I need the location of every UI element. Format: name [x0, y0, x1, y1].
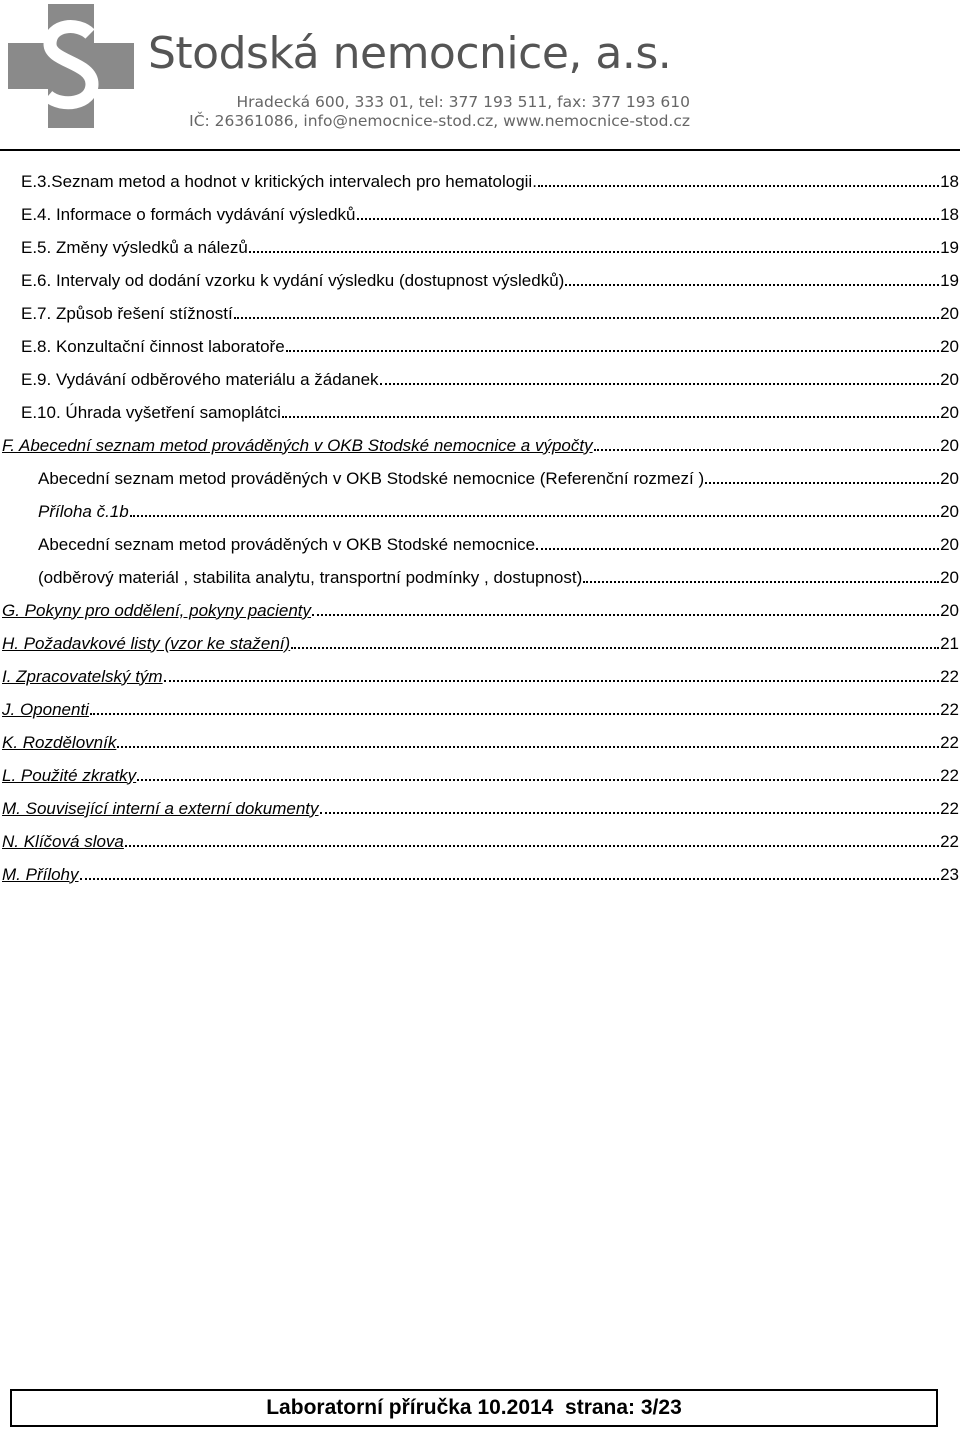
toc-entry-page: 22 [940, 831, 959, 851]
toc-entry[interactable] [2, 762, 959, 786]
toc-entry-page: 20 [940, 501, 959, 521]
toc-entry-page: 22 [940, 666, 959, 686]
toc-leader [137, 779, 939, 781]
toc-entry[interactable] [21, 333, 959, 357]
toc-leader [538, 185, 939, 187]
toc-entry-page: 19 [940, 237, 959, 257]
toc-leader [565, 284, 939, 286]
toc-entry-page: 20 [940, 402, 959, 422]
toc-leader [357, 218, 940, 220]
toc-entry-title: M. Přílohy [2, 864, 79, 884]
toc-leader [90, 713, 939, 715]
header-divider [0, 149, 960, 151]
toc-entry-title: I. Zpracovatelský tým [2, 666, 163, 686]
toc-entry[interactable] [2, 729, 959, 753]
toc-entry[interactable] [2, 828, 959, 852]
toc-entry[interactable] [38, 564, 959, 588]
toc-entry-title: Abecední seznam metod prováděných v OKB Stodské nemocnice [38, 534, 536, 554]
toc-entry[interactable] [2, 432, 959, 456]
toc-entry[interactable] [2, 696, 959, 720]
toc-entry-page: 20 [940, 435, 959, 455]
toc-entry-page: 20 [940, 468, 959, 488]
toc-entry-title: K. Rozdělovník [2, 732, 117, 752]
toc-entry-title: N. Klíčová slova [2, 831, 124, 851]
toc-entry-title: H. Požadavkové listy (vzor ke stažení) [2, 633, 291, 653]
toc-entry[interactable] [21, 267, 959, 291]
toc-leader [125, 845, 939, 847]
toc-leader [583, 581, 939, 583]
toc-entry-title: E.9. Vydávání odběrového materiálu a žádanek [21, 369, 379, 389]
toc-leader [320, 812, 940, 814]
toc-entry[interactable] [2, 861, 959, 885]
toc-entry[interactable] [2, 795, 959, 819]
toc-leader [164, 680, 939, 682]
toc-leader [80, 878, 940, 880]
toc-entry-page: 21 [940, 633, 959, 653]
toc-leader [536, 548, 939, 550]
toc-entry-page: 20 [940, 369, 959, 389]
toc-entry[interactable] [21, 399, 959, 423]
toc-entry[interactable] [21, 366, 959, 390]
toc-leader [705, 482, 939, 484]
toc-leader [117, 746, 939, 748]
toc-entry[interactable] [21, 300, 959, 324]
toc-leader [234, 317, 939, 319]
company-contact: IČ: 26361086, info@nemocnice-stod.cz, www.nemocnice-stod.cz [189, 112, 690, 130]
toc-entry[interactable] [38, 498, 959, 522]
toc-entry[interactable] [38, 531, 959, 555]
toc-entry-title: E.5. Změny výsledků a nálezů [21, 237, 248, 257]
toc-leader [380, 383, 940, 385]
toc-entry-title: M. Související interní a externí dokumenty [2, 798, 319, 818]
toc-entry-page: 22 [940, 798, 959, 818]
toc-leader [130, 515, 939, 517]
toc-entry-page: 22 [940, 699, 959, 719]
toc-entry-title: E.8. Konzultační činnost laboratoře [21, 336, 285, 356]
toc-entry-title: E.6. Intervaly od dodání vzorku k vydání výsledku (dostupnost výsledků) [21, 270, 565, 290]
toc-entry-title: L. Použité zkratky [2, 765, 137, 785]
toc-entry-title: E.10. Úhrada vyšetření samoplátci [21, 402, 281, 422]
company-name: Stodská nemocnice, a.s. [148, 28, 672, 79]
toc-entry-title: (odběrový materiál , stabilita analytu, transportní podmínky , dostupnost) [38, 567, 583, 587]
toc-entry[interactable] [2, 597, 959, 621]
toc-leader [282, 416, 939, 418]
toc-entry-page: 22 [940, 765, 959, 785]
toc-leader [249, 251, 939, 253]
toc-entry-title: Příloha č.1b [38, 501, 129, 521]
toc-entry[interactable] [2, 663, 959, 687]
toc-entry-page: 18 [940, 171, 959, 191]
toc-entry-title: F. Abecední seznam metod prováděných v OKB Stodské nemocnice a výpočty [2, 435, 593, 455]
toc-entry[interactable] [21, 234, 959, 258]
toc-entry-title: Abecední seznam metod prováděných v OKB Stodské nemocnice (Referenční rozmezí ) [38, 468, 705, 488]
hospital-logo-icon [8, 4, 134, 128]
toc-entry-page: 23 [940, 864, 959, 884]
toc-entry-page: 22 [940, 732, 959, 752]
toc-entry[interactable] [2, 630, 959, 654]
toc-entry-page: 20 [940, 534, 959, 554]
company-address: Hradecká 600, 333 01, tel: 377 193 511, fax: 377 193 610 [236, 93, 690, 111]
toc-leader [594, 449, 939, 451]
toc-entry-title: E.3.Seznam metod a hodnot v kritických intervalech pro hematologii. [21, 171, 537, 191]
toc-entry[interactable] [21, 201, 959, 225]
toc-entry[interactable] [21, 168, 959, 192]
toc-entry-page: 19 [940, 270, 959, 290]
footer-title: Laboratorní příručka 10.2014 strana: 3/23 [266, 1396, 682, 1419]
toc-entry-page: 20 [940, 567, 959, 587]
toc-leader [291, 647, 939, 649]
toc-entry-page: 18 [940, 204, 959, 224]
toc-entry-title: E.7. Způsob řešení stížností [21, 303, 233, 323]
toc-entry-title: J. Oponenti [2, 699, 89, 719]
toc-entry-title: G. Pokyny pro oddělení, pokyny pacienty [2, 600, 312, 620]
toc-entry-page: 20 [940, 600, 959, 620]
toc-entry-title: E.4. Informace o formách vydávání výsledků [21, 204, 356, 224]
toc-leader [312, 614, 939, 616]
page-header [0, 0, 960, 150]
toc-leader [286, 350, 939, 352]
toc-entry-page: 20 [940, 303, 959, 323]
page-footer [10, 1389, 938, 1427]
toc-entry[interactable] [38, 465, 959, 489]
toc-entry-page: 20 [940, 336, 959, 356]
